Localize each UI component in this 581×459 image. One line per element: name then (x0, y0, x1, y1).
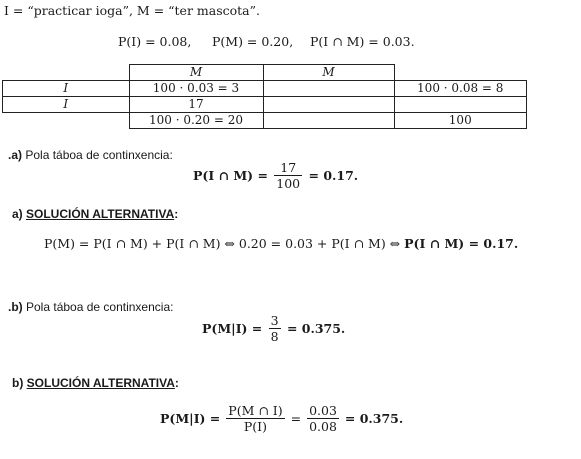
cell-i-total: 100 · 0.08 = 8 (394, 81, 527, 97)
part-a-label: .a) (8, 148, 23, 162)
part-a-alt-result: P(I ∩ M) = 0.17. (404, 236, 519, 251)
header-not-m: $\overline{M}$ (263, 65, 394, 81)
header-total (394, 65, 527, 81)
part-b-alt-equals: = (290, 411, 302, 426)
part-a-text: Pola táboa de continxencia: (22, 148, 173, 162)
table-header-row (3, 65, 527, 81)
part-a-alt-formula: P(M) = P(I ∩ M) + P(I ∩ M) ⇔ 0.20 = 0.03 + P(I ∩ M) ⇔ (44, 236, 405, 251)
row-label-not-i: $\overline{I}$ (3, 97, 130, 113)
part-a-equation (193, 160, 358, 191)
part-a-denominator: 100 (276, 176, 301, 191)
part-b-result: = 0.375. (286, 321, 346, 336)
part-a-numerator: 17 (274, 160, 302, 176)
part-a-alt-suffix: : (174, 207, 179, 221)
part-a-alt-heading (12, 207, 178, 221)
part-b-equation (202, 313, 345, 344)
part-b-alt-result: = 0.375. (344, 411, 404, 426)
part-b-alt-prefix: b) (12, 376, 27, 390)
cell-total-m: 100 · 0.20 = 20 (129, 113, 263, 129)
part-b-alt-heading (12, 376, 179, 390)
part-a-alt-prefix: a) (12, 207, 27, 221)
cell-total-not-m (263, 113, 394, 129)
part-a-alt-label: SOLUCIÓN ALTERNATIVA (26, 207, 175, 221)
part-b-denominator: 8 (270, 329, 279, 344)
part-b-alt-label: SOLUCIÓN ALTERNATIVA (26, 376, 175, 390)
part-b-alt-frac1-den: P(I) (243, 419, 267, 434)
part-b-alt-fraction-numeric (307, 403, 339, 434)
part-b-lhs: P(M|I) = (202, 321, 263, 336)
part-b-text: Pola táboa de continxencia: (22, 300, 174, 314)
part-a-heading (8, 148, 173, 162)
part-b-alt-suffix: : (174, 376, 179, 390)
prob-m: P(M) = 0.20, (212, 34, 294, 49)
part-b-heading (8, 300, 173, 314)
part-a-fraction (274, 160, 302, 191)
row-label-i: I (3, 81, 130, 97)
part-a-lhs: P(I ∩ M) = (193, 168, 268, 183)
prob-i: P(I) = 0.08, (118, 34, 192, 49)
cell-not-i-not-m (263, 97, 394, 113)
table-row (3, 97, 527, 113)
part-b-numerator: 3 (270, 313, 279, 328)
cell-i-m: 100 · 0.03 = 3 (129, 81, 263, 97)
part-b-alt-frac1-num: P(M ∩ I) (228, 403, 283, 418)
prob-i-and-m: P(I ∩ M) = 0.03. (310, 34, 415, 49)
contingency-table (2, 64, 527, 129)
row-label-total (3, 113, 130, 129)
definition-line: I = “practicar ioga”, M = “ter mascota”. (4, 3, 260, 18)
cell-not-i-total (394, 97, 527, 113)
cell-grand-total: 100 (394, 113, 527, 129)
header-m: M (129, 65, 263, 81)
part-a-result: = 0.17. (308, 168, 359, 183)
part-b-alt-fraction-symbolic (226, 403, 284, 434)
table-row (3, 81, 527, 97)
part-b-alt-equation (160, 403, 403, 434)
part-b-alt-frac2-den: 0.08 (309, 419, 337, 434)
part-b-label: .b) (8, 300, 23, 314)
part-a-alt-equation (44, 236, 518, 251)
header-corner (3, 65, 130, 81)
part-b-fraction (269, 313, 281, 344)
part-b-alt-lhs: P(M|I) = (160, 411, 221, 426)
cell-not-i-m: 17 (129, 97, 263, 113)
part-b-alt-frac2-num: 0.03 (309, 403, 337, 418)
cell-i-not-m (263, 81, 394, 97)
table-row (3, 113, 527, 129)
